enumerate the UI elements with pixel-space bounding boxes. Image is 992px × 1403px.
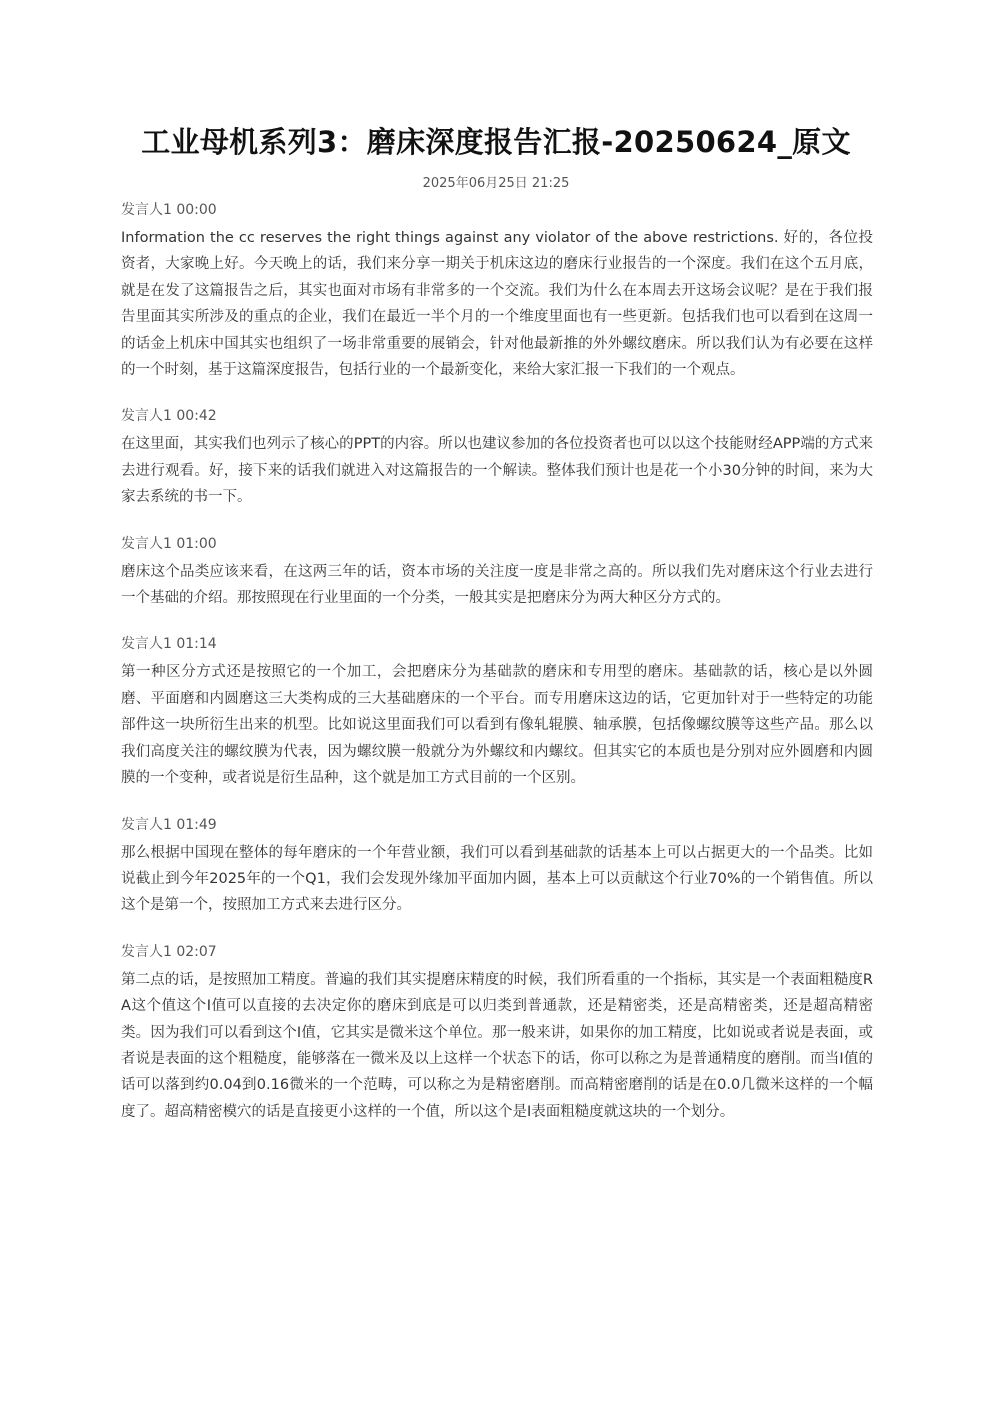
transcript-paragraph: Information the cc reserves the right things against any violator of the above restrictions. 好的，各位投资者，大家晚上好。今天晚上的话，我们来分享一期关于机床这边的磨床行业报告的一个深度。我们在这个五月底，就是在发了这篇报告之后，其实也面对市场有非常多的一个交流。我们为什么在本周去开这场会议呢？是在于我们报告里面其实所涉及的重点的企业，我们在最近一半个月的一个维度里面也有一些更新。包括我们也可以看到在这周一的话金上机床中国其实也组织了一场非常重要的展销会，针对他最新推的外外螺纹磨床。所以我们认为有必要在这样的一个时刻，基于这篇深度报告，包括行业的一个最新变化，来给大家汇报一下我们的一个观点。 (121, 230, 873, 379)
speaker-timestamp: 发言人1 02:07 (121, 943, 217, 960)
transcript-paragraph: 磨床这个品类应该来看，在这两三年的话，资本市场的关注度一度是非常之高的。所以我们先对磨床这个行业去进行一个基础的介绍。那按照现在行业里面的一个分类，一般其实是把磨床分为两大种区分方式的。 (121, 563, 873, 607)
transcript-paragraph: 在这里面，其实我们也列示了核心的PPT的内容。所以也建议参加的各位投资者也可以以这个技能财经APP端的方式来去进行观看。好，接下来的话我们就进入对这篇报告的一个解读。整体我们预计也是花一个小30分钟的时间，来为大家去系统的书一下。 (121, 436, 873, 506)
document-title: 工业母机系列3：磨床深度报告汇报-20250624_原文 (141, 125, 851, 159)
speaker-timestamp: 发言人1 00:42 (121, 408, 217, 425)
transcript-paragraph: 那么根据中国现在整体的每年磨床的一个年营业额，我们可以看到基础款的话基本上可以占据更大的一个品类。比如说截止到今年2025年的一个Q1，我们会发现外缘加平面加内圆，基本上可以贡献这个行业70%的一个销售值。所以这个是第一个，按照加工方式来去进行区分。 (121, 844, 873, 914)
speaker-timestamp: 发言人1 01:49 (121, 816, 217, 833)
transcript-section (121, 405, 873, 510)
speaker-timestamp: 发言人1 00:00 (121, 202, 217, 218)
speaker-timestamp: 发言人1 01:00 (121, 535, 217, 552)
transcript-section (121, 533, 873, 612)
transcript-paragraph: 第一种区分方式还是按照它的一个加工，会把磨床分为基础款的磨床和专用型的磨床。基础款的话，核心是以外圆磨、平面磨和内圆磨这三大类构成的三大基础磨床的一个平台。而专用磨床这边的话，它更加针对于一些特定的功能部件这一块所衍生出来的机型。比如说这里面我们可以看到有像轧辊膜、轴承膜，包括像螺纹膜等这些产品。那么以我们高度关注的螺纹膜为代表，因为螺纹膜一般就分为外螺纹和内螺纹。但其实它的本质也是分别对应外圆磨和内圆膜的一个变种，或者说是衍生品种，这个就是加工方式目前的一个区别。 (121, 664, 873, 787)
transcript-paragraph: 第二点的话，是按照加工精度。普遍的我们其实提磨床精度的时候，我们所看重的一个指标，其实是一个表面粗糙度RA这个值这个I值可以直接的去决定你的磨床到底是可以归类到普通款，还是精密类，还是高精密类，还是超高精密类。因为我们可以看到这个I值，它其实是微米这个单位。那一般来讲，如果你的加工精度，比如说或者说是表面，或者说是表面的这个粗糙度，能够落在一微米及以上这样一个状态下的话，你可以称之为是普通精度的磨削。而当I值的话可以落到约0.04到0.16微米的一个范畴，可以称之为是精密磨削。而高精密磨削的话是在0.0几微米这样的一个幅度了。超高精密模穴的话是直接更小这样的一个值，所以这个是I表面粗糙度就这块的一个划分。 (121, 971, 873, 1120)
transcript-section (121, 814, 873, 919)
transcript-section (121, 199, 873, 383)
document-date: 2025年06月25日 21:25 (422, 176, 570, 191)
transcript-content (121, 199, 873, 1147)
speaker-timestamp: 发言人1 01:14 (121, 636, 217, 653)
transcript-section (121, 633, 873, 791)
transcript-section (121, 941, 873, 1125)
